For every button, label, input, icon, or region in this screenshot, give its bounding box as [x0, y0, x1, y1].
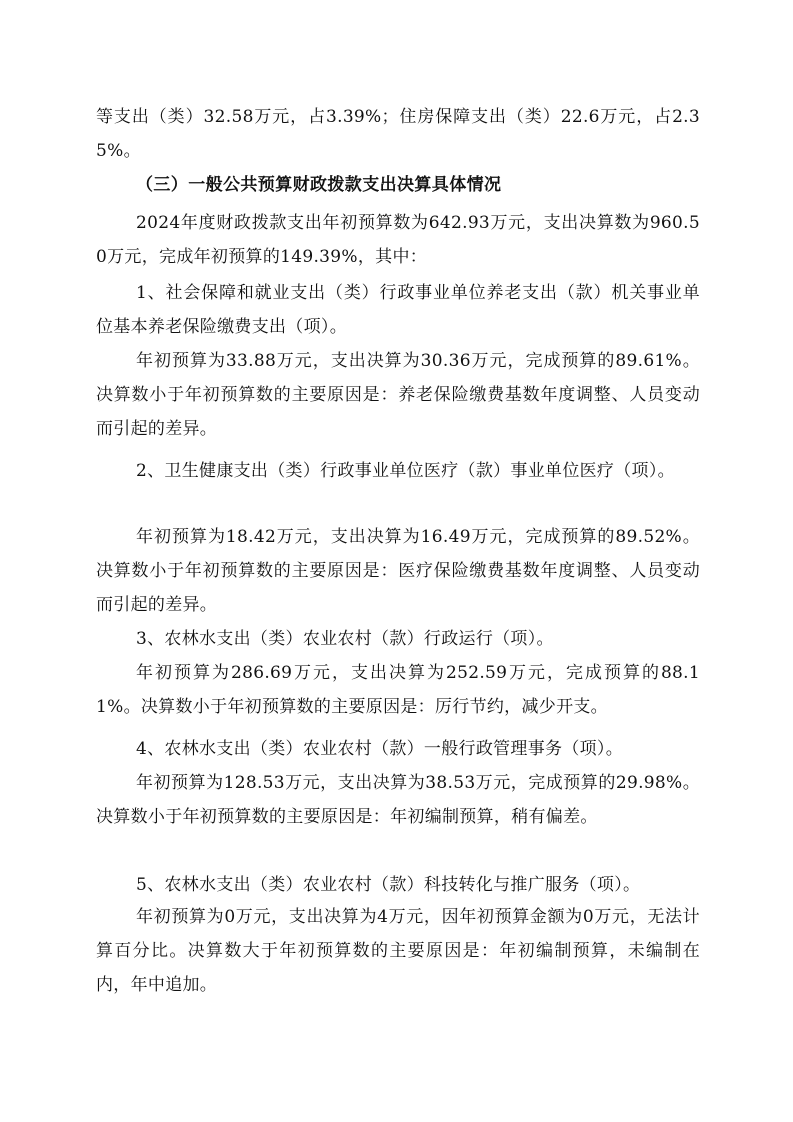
paragraph-item-5-detail: 年初预算为0万元，支出决算为4万元，因年初预算金额为0万元，无法计算百分比。决算数大于年初预算数的主要原因是：年初编制预算，未编制在内，年中追加。	[96, 907, 700, 995]
paragraph-item-4-title: 4、农林水支出（类）农业农村（款）一般行政管理事务（项）。	[136, 739, 624, 759]
paragraph-item-3-title: 3、农林水支出（类）农业农村（款）行政运行（项）。	[136, 629, 554, 649]
paragraph-item-5-title: 5、农林水支出（类）农业农村（款）科技转化与推广服务（项）。	[136, 875, 641, 895]
paragraph-total-budget: 2024年度财政拨款支出年初预算数为642.93万元，支出决算数为960.50万元，完成年初预算的149.39%，其中：	[96, 213, 700, 267]
paragraph-housing-summary: 等支出（类）32.58万元，占3.39%；住房保障支出（类）22.6万元，占2.35%。	[96, 107, 700, 161]
paragraph-item-4-detail: 年初预算为128.53万元，支出决算为38.53万元，完成预算的29.98%。决算数小于年初预算数的主要原因是：年初编制预算，稍有偏差。	[96, 773, 700, 827]
section-heading: （三）一般公共预算财政拨款支出决算具体情况	[136, 175, 502, 195]
paragraph-item-1-title: 1、社会保障和就业支出（类）行政事业单位养老支出（款）机关事业单位基本养老保险缴费支出（项）。	[96, 283, 700, 337]
paragraph-item-2-detail: 年初预算为18.42万元，支出决算为16.49万元，完成预算的89.52%。决算数小于年初预算数的主要原因是：医疗保险缴费基数年度调整、人员变动而引起的差异。	[96, 527, 700, 615]
paragraph-item-1-detail: 年初预算为33.88万元，支出决算为30.36万元，完成预算的89.61%。决算数小于年初预算数的主要原因是：养老保险缴费基数年度调整、人员变动而引起的差异。	[96, 351, 700, 439]
paragraph-item-2-title: 2、卫生健康支出（类）行政事业单位医疗（款）事业单位医疗（项）。	[136, 461, 675, 481]
paragraph-item-3-detail: 年初预算为286.69万元，支出决算为252.59万元，完成预算的88.11%。决算数小于年初预算数的主要原因是：厉行节约，减少开支。	[96, 663, 700, 717]
